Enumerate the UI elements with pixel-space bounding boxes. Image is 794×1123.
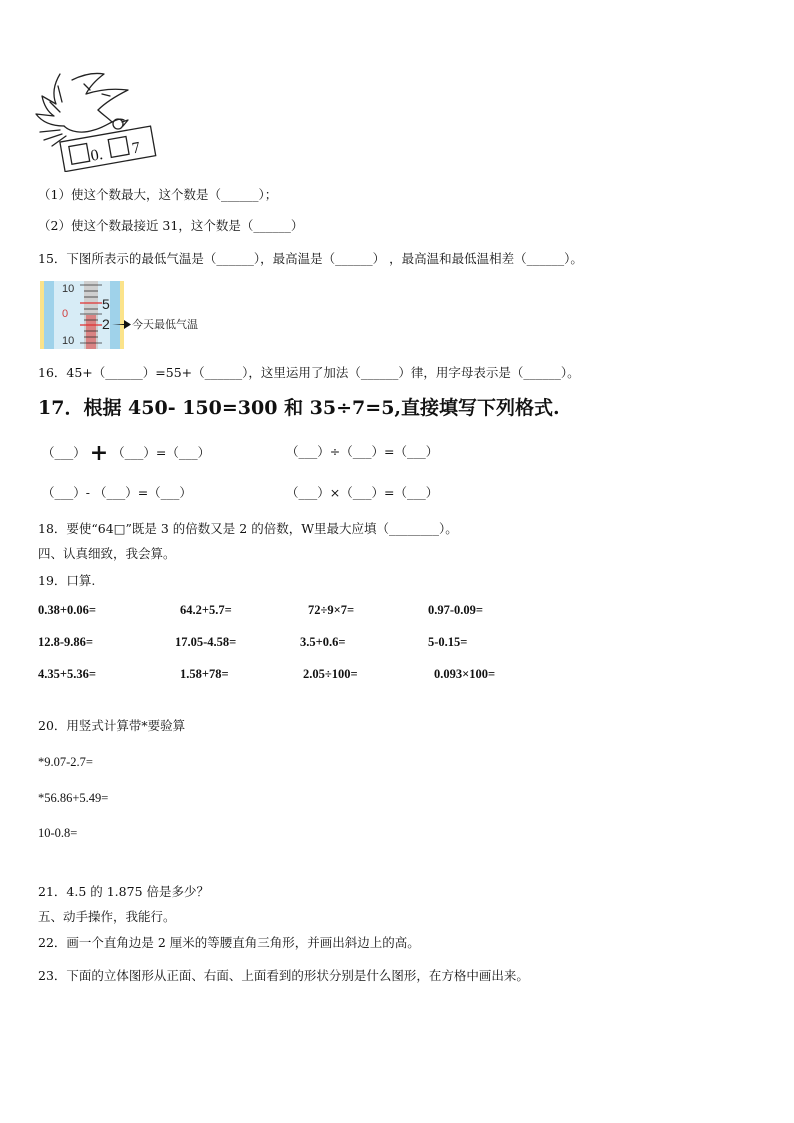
bird-number-card-illustration <box>32 72 162 172</box>
section4-title: 四、认真细致，我会算。 <box>38 546 176 561</box>
q20-title: 20．用竖式计算带*要验算 <box>38 718 186 733</box>
q17-title: 17．根据 450- 150=300 和 35÷7=5,直接填写下列格式. <box>38 397 560 419</box>
q17-row1-left-a: （___） <box>42 445 86 460</box>
card-digit-text: 7 <box>130 139 142 158</box>
calc-r3c4: 0.093×100= <box>434 667 496 681</box>
blank-box-right <box>108 137 129 158</box>
blank-box-left <box>69 143 90 164</box>
thermo-reading-high: 5 <box>102 296 110 312</box>
q14-sub2: （2）使这个数最接近 31，这个数是（______） <box>38 218 304 233</box>
calc-r2c2: 17.05-4.58= <box>175 635 237 649</box>
q19-title: 19．口算. <box>38 573 96 588</box>
calc-r1c2: 64.2+5.7= <box>180 603 232 617</box>
q17-row2-left: （___）- （___）=（___） <box>42 485 192 500</box>
thermo-tick-top: 10 <box>62 283 75 295</box>
thermometer-figure <box>40 281 200 351</box>
q20-item-3: 10-0.8= <box>38 826 78 840</box>
calc-r1c4: 0.97-0.09= <box>428 603 484 617</box>
q17-row2-right: （___）×（___）=（___） <box>286 485 439 500</box>
q21-text: 21．4.5 的 1.875 倍是多少？ <box>38 884 209 899</box>
q14-sub1: （1）使这个数最大，这个数是（______）； <box>38 187 278 202</box>
q22-text: 22．画一个直角边是 2 厘米的等腰直角三角形，并画出斜边上的高。 <box>38 935 420 950</box>
q15-text: 15．下图所表示的最低气温是（______），最高温是（______） ，最高温和最低温相差（______）。 <box>38 251 583 266</box>
calc-r1c3: 72÷9×7= <box>308 603 355 617</box>
calc-r2c4: 5-0.15= <box>428 635 468 649</box>
section5-title: 五、动手操作，我能行。 <box>38 909 176 924</box>
calc-r3c2: 1.58+78= <box>180 667 229 681</box>
thermo-label: 今天最低气温 <box>132 318 198 331</box>
calc-r2c1: 12.8-9.86= <box>38 635 94 649</box>
q16-text: 16．45+（______）=55+（______），这里运用了加法（______）律，用字母表示是（______）。 <box>38 365 580 380</box>
plus-sign: + <box>89 440 109 466</box>
calc-r1c1: 0.38+0.06= <box>38 603 96 617</box>
q20-item-2: *56.86+5.49= <box>38 791 109 805</box>
thermo-tick-zero: 0 <box>62 308 69 320</box>
q23-text: 23．下面的立体图形从正面、右面、上面看到的形状分别是什么图形，在方格中画出来。 <box>38 968 529 983</box>
q20-item-1: *9.07-2.7= <box>38 755 93 769</box>
card-decimal-text: 0. <box>89 145 105 165</box>
calc-r2c3: 3.5+0.6= <box>300 635 346 649</box>
calc-r3c3: 2.05÷100= <box>303 667 358 681</box>
thermo-reading-low: 2 <box>102 316 110 332</box>
q17-row1-left <box>42 440 210 466</box>
q18-text: 18．要使“64□”既是 3 的倍数又是 2 的倍数，W里最大应填（________）。 <box>38 521 458 536</box>
q17-row1-right: （___）÷（___）=（___） <box>286 444 439 459</box>
thermo-tick-bottom: 10 <box>62 335 75 347</box>
q17-row1-left-b: （___）=（___） <box>112 445 211 460</box>
calc-r3c1: 4.35+5.36= <box>38 667 96 681</box>
